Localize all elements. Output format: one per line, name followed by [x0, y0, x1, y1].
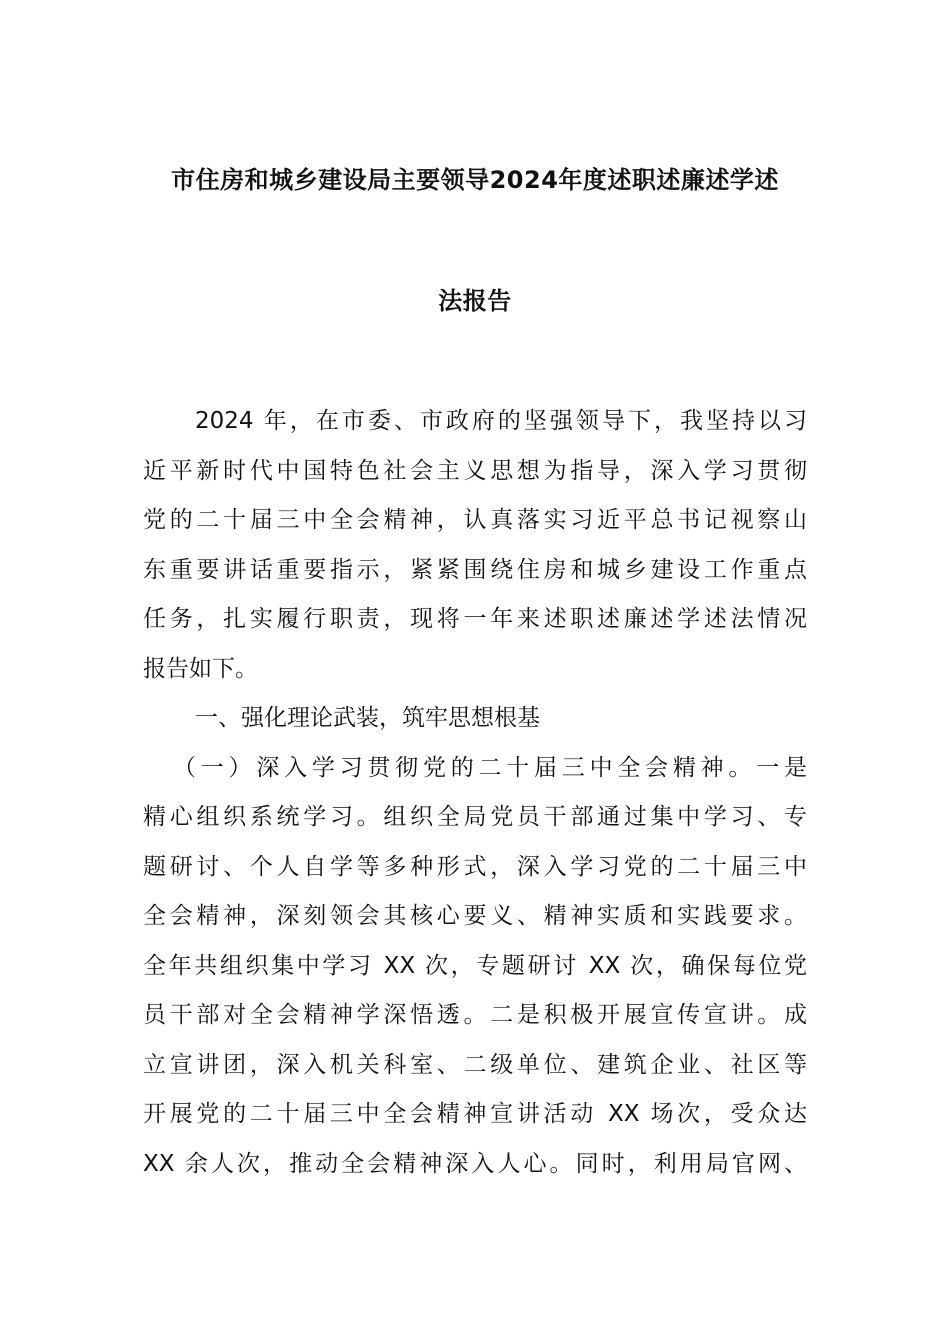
paragraph-1-line: 报告如下。	[143, 655, 258, 682]
paragraph-2-line: 全年共组织集中学习 XX 次，专题研讨 XX 次，确保每位党	[143, 952, 807, 979]
paragraph-1-line: 党的二十届三中全会精神，认真落实习近平总书记视察山	[143, 507, 807, 533]
paragraph-2-line: （一）深入学习贯彻党的二十届三中全会精神。一是	[173, 754, 807, 781]
paragraph-2-line: 开展党的二十届三中全会精神宣讲活动 XX 场次，受众达	[143, 1101, 807, 1127]
document-title-line-1: 市住房和城乡建设局主要领导2024年度述职述廉述学述	[171, 166, 779, 194]
paragraph-2-line: 员干部对全会精神学深悟透。二是积极开展宣传宣讲。成	[143, 1002, 807, 1028]
paragraph-2-line: 题研讨、个人自学等多种形式，深入学习党的二十届三中	[143, 853, 807, 880]
paragraph-1-line: 任务，扎实履行职责，现将一年来述职述廉述学述法情况	[143, 606, 807, 632]
paragraph-1-line: 近平新时代中国特色社会主义思想为指导，深入学习贯彻	[143, 457, 807, 484]
paragraph-2-line: 立宣讲团，深入机关科室、二级单位、建筑企业、社区等	[143, 1051, 807, 1078]
paragraph-2-line: 全会精神，深刻领会其核心要义、精神实质和实践要求。	[143, 903, 807, 929]
paragraph-1-line: 2024 年，在市委、市政府的坚强领导下，我坚持以习	[195, 408, 807, 434]
paragraph-2-line: XX 余人次，推动全会精神深入人心。同时，利用局官网、	[143, 1150, 807, 1177]
paragraph-1-line: 东重要讲话重要指示，紧紧围绕住房和城乡建设工作重点	[143, 556, 807, 583]
document-title-line-2: 法报告	[438, 287, 512, 315]
document-body	[143, 397, 807, 1189]
section-heading-1: 一、强化理论武装，筑牢思想根基	[195, 705, 540, 731]
paragraph-2-line: 精心组织系统学习。组织全局党员干部通过集中学习、专	[143, 804, 807, 830]
